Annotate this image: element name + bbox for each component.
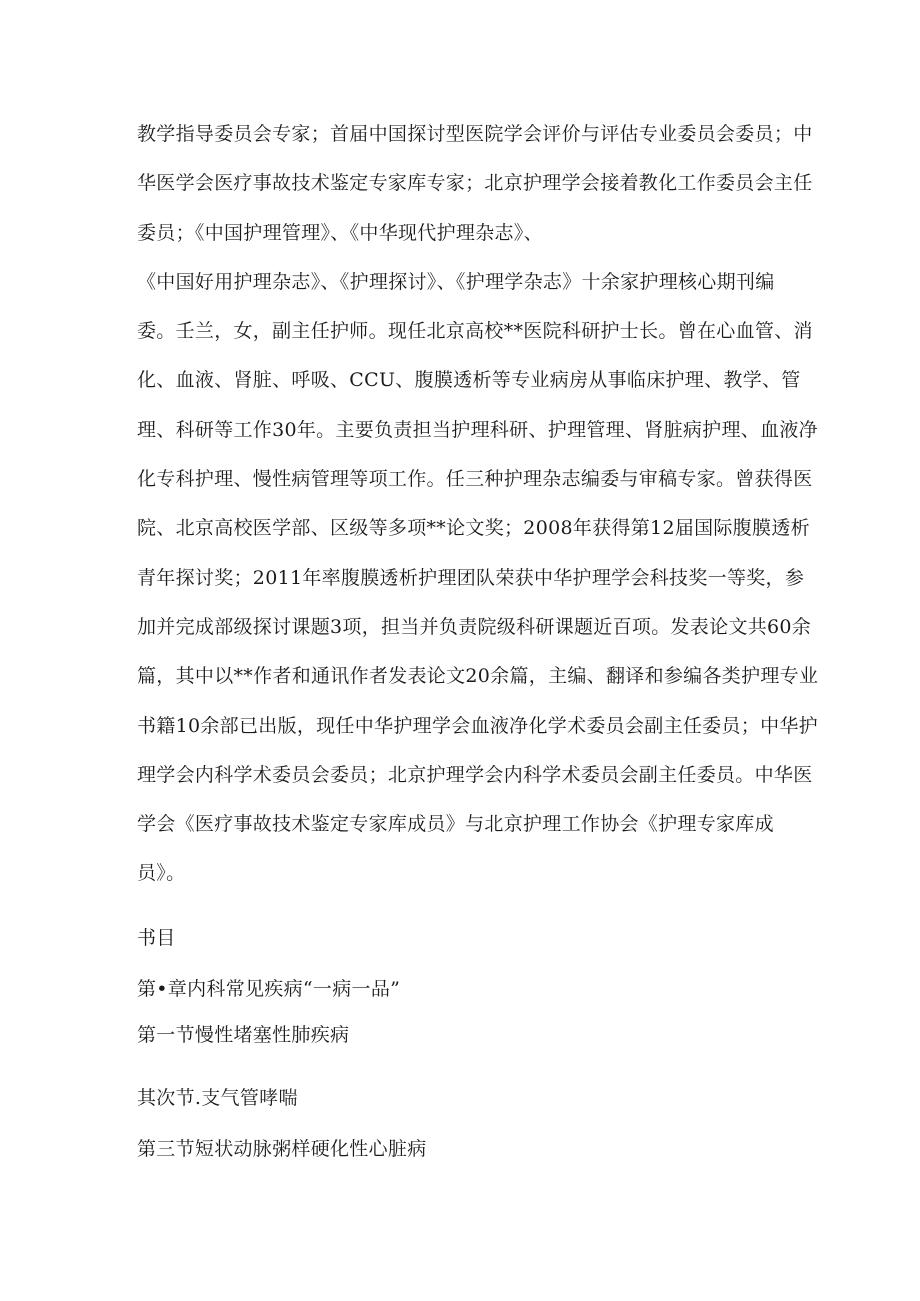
toc-heading: 书目	[137, 927, 176, 949]
bio-line: 理、科研等工作30年。主要负责担当护理科研、护理管理、肾脏病护理、血液净	[137, 418, 818, 441]
toc-item-section-1: 第一节慢性堵塞性肺疾病	[137, 1024, 350, 1046]
bio-line: 员》。	[137, 862, 186, 885]
bio-line: 教学指导委员会专家；首届中国探讨型医院学会评价与评估专业委员会委员；中	[137, 123, 813, 145]
toc-item-section-3: 第三节短状动脉粥样硬化性心脏病	[137, 1138, 427, 1160]
bio-line: 理学会内科学术委员会委员；北京护理学会内科学术委员会副主任委员。中华医	[137, 763, 813, 786]
toc-item-section-2: 其次节.支气管哮喘	[137, 1087, 298, 1109]
bio-line: 篇，其中以**作者和通讯作者发表论文20余篇，主编、翻译和参编各类护理专业	[137, 665, 819, 688]
bio-line: 青年探讨奖；2011年率腹膜透析护理团队荣获中华护理学会科技奖一等奖，参	[137, 566, 805, 589]
bio-line: 化、血液、肾脏、呼吸、CCU、腹膜透析等专业病房从事临床护理、教学、管	[137, 369, 801, 392]
bio-line: 华医学会医疗事故技术鉴定专家库专家；北京护理学会接着教化工作委员会主任	[137, 172, 813, 195]
bio-line: 委员；《中国护理管理》、《中华现代护理杂志》、	[137, 221, 543, 244]
bio-line: 加并完成部级探讨课题3项，担当并负责院级科研课题近百项。发表论文共60余	[137, 615, 812, 638]
bio-line: 《中国好用护理杂志》、《护理探讨》、《护理学杂志》十余家护理核心期刊编	[137, 270, 775, 293]
bio-paragraph	[137, 110, 819, 899]
bio-line: 院、北京高校医学部、区级等多项**论文奖；2008年获得第12届国际腹膜透析	[137, 517, 810, 540]
toc-item-chapter-1: 第•章内科常见疾病“一病一品”	[137, 978, 401, 1000]
bio-line: 委。壬兰，女，副主任护师。现任北京高校**医院科研护士长。曾在心血管、消	[137, 320, 813, 343]
bio-line: 书籍10余部已出版，现任中华护理学会血液净化学术委员会副主任委员；中华护	[137, 714, 818, 737]
bio-line: 化专科护理、慢性病管理等项工作。任三种护理杂志编委与审稿专家。曾获得医	[137, 468, 813, 491]
bio-line: 学会《医疗事故技术鉴定专家库成员》与北京护理工作协会《护理专家库成	[137, 813, 774, 836]
